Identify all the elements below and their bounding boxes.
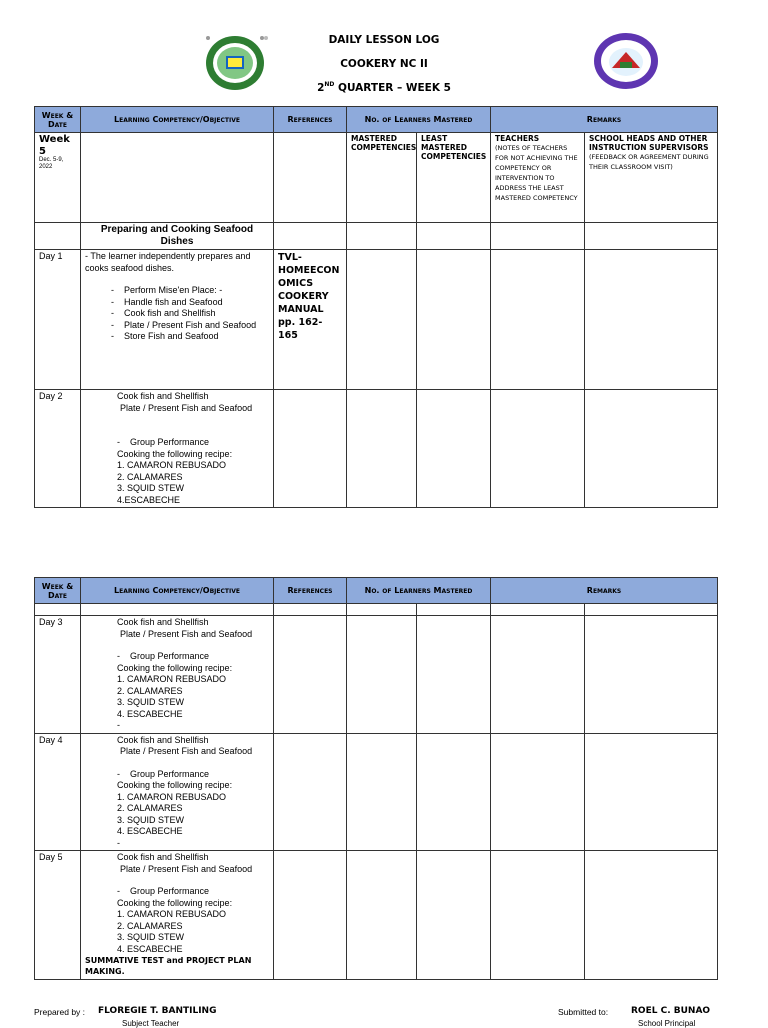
- summative-note: SUMMATIVE TEST and PROJECT PLAN MAKING.: [85, 956, 252, 976]
- list-item: - Store Fish and Seafood: [111, 331, 219, 341]
- header-competency: Learning Competency/Objective: [81, 578, 274, 604]
- lesson-log-table-1: [34, 106, 718, 508]
- day2-competency: Cook fish and Shellfish Plate / Present Fish and Seafood - Group Performance Cooking the following recipe: 1. CAMARON REBUSADO 2. CALAMARES 3. SQUID STEW 4.ESCABECHE: [81, 390, 274, 508]
- subject-title: COOKERY NC II: [340, 58, 428, 70]
- day1-label: Day 1: [35, 250, 81, 390]
- day1-competency: - The learner independently prepares and cooks seafood dishes. - Perform Mise'en Place: - - Handle fish and Seafood - Cook fish and Shellfish - Plate / Present Fish and Seafood - Store Fish and Seafood: [81, 250, 274, 390]
- prepared-role: Subject Teacher: [122, 1019, 180, 1028]
- day5-label: Day 5: [35, 851, 81, 980]
- header-week-date: Week & Date: [35, 578, 81, 604]
- document-title: DAILY LESSON LOG: [328, 34, 440, 46]
- heads-subheader: SCHOOL HEADS AND OTHER INSTRUCTION SUPERVISORS (FEEDBACK OR AGREEMENT DURING THEIR CLASSROOM VISIT): [585, 133, 718, 223]
- section-title: Preparing and Cooking Seafood Dishes: [81, 223, 274, 250]
- prepared-name: FLOREGIE T. BANTILING: [98, 1006, 217, 1016]
- header-competency: Learning Competency/Objective: [81, 107, 274, 133]
- header-week-date: Week & Date: [35, 107, 81, 133]
- day5-competency: Cook fish and Shellfish Plate / Present Fish and Seafood - Group Performance Cooking the following recipe: 1. CAMARON REBUSADO 2. CALAMARES 3. SQUID STEW 4. ESCABECHE SUMMATIVE TEST and PROJECT PLAN MAKING.: [81, 851, 274, 980]
- list-item: - Perform Mise'en Place: -: [111, 285, 223, 295]
- week-cell: [35, 133, 81, 223]
- quarter-title: 2ND QUARTER – WEEK 5: [317, 81, 451, 94]
- empty-cell: [274, 133, 347, 223]
- empty-cell: [81, 133, 274, 223]
- header-learners: No. of Learners Mastered: [347, 107, 491, 133]
- document-header: [0, 0, 768, 100]
- day1-reference: TVL-HOMEECON OMICS COOKERY MANUAL pp. 162-165: [274, 250, 347, 390]
- lesson-log-table-2: [34, 577, 718, 980]
- week-date: Dec. 5-9, 2022: [39, 157, 64, 170]
- mastered-subheader: MASTERED COMPETENCIES: [347, 133, 417, 223]
- day3-label: Day 3: [35, 616, 81, 734]
- header-remarks: Remarks: [491, 578, 718, 604]
- header-references: References: [274, 578, 347, 604]
- prepared-label: Prepared by :: [34, 1007, 86, 1017]
- week-label: Week 5: [39, 134, 70, 157]
- list-item: - Cook fish and Shellfish: [111, 308, 216, 318]
- submitted-name: ROEL C. BUNAO: [631, 1006, 711, 1016]
- signature-footer: [0, 1004, 768, 1028]
- submitted-label: Submitted to:: [558, 1007, 609, 1017]
- day2-label: Day 2: [35, 390, 81, 508]
- header-references: References: [274, 107, 347, 133]
- day3-competency: Cook fish and Shellfish Plate / Present Fish and Seafood - Group Performance Cooking the following recipe: 1. CAMARON REBUSADO 2. CALAMARES 3. SQUID STEW 4. ESCABECHE -: [81, 616, 274, 734]
- teachers-subheader: TEACHERS (NOTES OF TEACHERS FOR NOT ACHIEVING THE COMPETENCY OR INTERVENTION TO ADDRESS THE LEAST MASTERED COMPETENCY: [491, 133, 585, 223]
- submitted-role: School Principal: [638, 1019, 696, 1028]
- least-subheader: LEAST MASTERED COMPETENCIES: [417, 133, 491, 223]
- list-item: - Plate / Present Fish and Seafood: [111, 319, 257, 330]
- day4-competency: Cook fish and Shellfish Plate / Present Fish and Seafood - Group Performance Cooking the following recipe: 1. CAMARON REBUSADO 2. CALAMARES 3. SQUID STEW 4. ESCABECHE -: [81, 733, 274, 851]
- header-remarks: Remarks: [491, 107, 718, 133]
- day4-label: Day 4: [35, 733, 81, 851]
- header-learners: No. of Learners Mastered: [347, 578, 491, 604]
- list-item: - Handle fish and Seafood: [111, 296, 223, 307]
